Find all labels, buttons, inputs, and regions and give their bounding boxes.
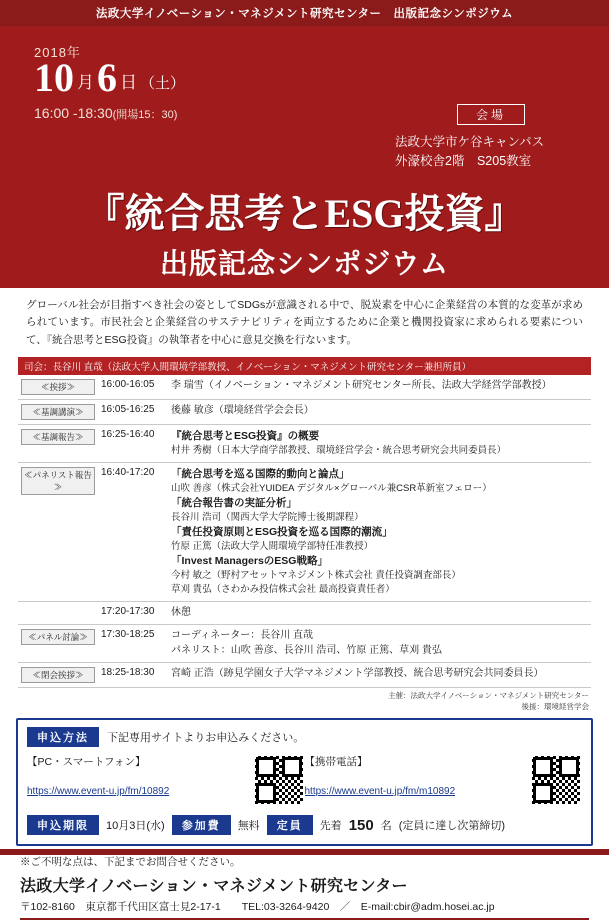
program-row-content [168, 601, 591, 625]
pc-apply-heading: 【PC・スマートフォン】 [27, 756, 146, 769]
deadline-value: 10月3日(水) [106, 820, 165, 833]
program-item-title: 「統合報告書の実証分析」 [171, 496, 297, 509]
event-day-unit: 日 [120, 73, 137, 92]
poster-title: 『統合思考とESG投資』 [84, 191, 525, 236]
program-row-tag-cell [18, 462, 98, 601]
program-section [18, 357, 591, 688]
program-item-speaker: 山吹 善彦（株式会社YUIDEA デジタル×グローバル兼CSR革新室フェロー） [171, 483, 492, 495]
venue-label: 会場 [457, 104, 525, 125]
program-row-content [168, 375, 591, 400]
venue-line-2: 外濠校舎2階 S205教室 [395, 153, 532, 168]
venue-block [395, 104, 587, 171]
program-row [18, 424, 591, 462]
poster-subtitle: 出版記念シンポジウム [159, 249, 450, 280]
program-row-tag-cell [18, 601, 98, 625]
program-row-time: 16:40-17:20 [98, 462, 168, 601]
pc-apply-link[interactable]: https://www.event-u.jp/fm/10892 [27, 786, 170, 798]
program-item-speaker: 草刈 貴弘（さわかみ投信株式会社 最高投資責任者） [171, 583, 395, 595]
program-item-title: 『統合思考とESG投資』の概要 [171, 429, 320, 442]
program-row-time: 17:20-17:30 [98, 601, 168, 625]
pc-apply-column [27, 754, 305, 806]
pc-apply-texts [27, 754, 247, 799]
program-row [18, 663, 591, 688]
application-box [16, 718, 593, 846]
mobile-apply-heading: 【携帯電話】 [304, 756, 368, 769]
program-row [18, 375, 591, 400]
program-item-speaker: 村井 秀樹（日本大学商学部教授、環境経営学会・統合思考研究会共同委員長） [171, 445, 507, 457]
program-row-tag: ≪パネリスト報告≫ [21, 467, 95, 495]
program-row-tag-cell [18, 625, 98, 663]
program-row-tag: ≪挨拶≫ [21, 379, 95, 395]
program-row-time: 16:05-16:25 [98, 399, 168, 424]
footer-section [20, 854, 589, 920]
capacity-suffix: 名 [380, 820, 392, 833]
event-open-note: (開場15：30) [112, 109, 178, 121]
bottom-banner [0, 849, 609, 855]
application-terms-row [27, 815, 582, 835]
moderator-line: 司会：長谷川 直哉（法政大学人間環境学部教授、イノベーション・マネジメント研究センター兼担所員） [18, 357, 591, 375]
event-month-number: 10 [34, 55, 74, 100]
program-item-text: パネリスト：山吹 善彦、長谷川 浩司、竹原 正篤、草刈 貴弘 [171, 644, 442, 656]
venue-line-1: 法政大学市ケ谷キャンパス [395, 135, 545, 149]
program-row-time: 17:30-18:25 [98, 625, 168, 663]
program-row-time: 16:25-16:40 [98, 424, 168, 462]
program-table [18, 375, 591, 688]
event-year: 2018年 [34, 45, 81, 60]
capacity-note: (定員に達し次第締切) [398, 820, 506, 833]
fee-label: 参加費 [172, 815, 231, 835]
mobile-apply-column [305, 754, 583, 806]
program-row [18, 625, 591, 663]
program-row-tag: ≪基調講演≫ [21, 404, 95, 420]
apply-method-note: 下記専用サイトよりお申込みください。 [107, 732, 305, 745]
qr-row [27, 754, 582, 806]
event-date-block [34, 42, 185, 122]
program-row-tag-cell [18, 663, 98, 688]
program-row-content [168, 399, 591, 424]
credit-line-1: 主催：法政大学イノベーション・マネジメント研究センター [388, 691, 589, 701]
mobile-apply-link[interactable]: https://www.event-u.jp/fm/m10892 [304, 786, 456, 798]
mobile-apply-texts [305, 754, 525, 799]
application-header-row [27, 727, 582, 747]
event-time: 16:00 -18:30 [34, 105, 113, 121]
event-month-unit: 月 [77, 73, 94, 92]
program-row-tag: ≪閉会挨拶≫ [21, 667, 95, 683]
program-item-title: 「責任投資原則とESG投資を巡る国際的潮流」 [171, 525, 393, 538]
program-row-tag: ≪パネル討論≫ [21, 629, 95, 645]
program-row-tag-cell [18, 375, 98, 400]
event-day-number: 6 [97, 55, 117, 100]
credit-line-2: 後援：環境経営学会 [521, 701, 589, 711]
hero-section [0, 26, 609, 288]
program-row-tag-cell [18, 399, 98, 424]
program-item-speaker: 長谷川 浩司（関西大学大学院博士後期課程） [171, 512, 364, 524]
apply-method-label: 申込方法 [27, 727, 99, 747]
program-row-content [168, 462, 591, 601]
credit-block [0, 691, 589, 712]
program-item-text: 宮崎 正浩（跡見学園女子大学マネジメント学部教授、統合思考研究会共同委員長） [171, 668, 544, 680]
event-time-line [34, 105, 185, 122]
top-banner-text: 法政大学イノベーション・マネジメント研究センター 出版記念シンポジウム [95, 8, 514, 20]
program-item-speaker: 今村 敏之（野村アセットマネジメント株式会社 責任投資調査部長） [171, 570, 461, 582]
mobile-qr-code-icon[interactable] [530, 754, 582, 806]
program-row [18, 399, 591, 424]
deadline-label: 申込期限 [27, 815, 99, 835]
footer-address: 〒102-8160 東京都千代田区富士見2-17-1 TEL:03-3264-9420 ／ E-mail:cbir@adm.hosei.ac.jp [20, 901, 495, 914]
event-day-of-week: （土） [140, 75, 186, 92]
capacity-label: 定員 [267, 815, 313, 835]
program-item-text: 後藤 敏彦（環境経営学会会長） [171, 404, 314, 416]
program-item-speaker: 竹原 正篤（法政大学人間環境学部特任准教授） [171, 541, 374, 553]
footer-note: ※ご不明な点は、下記までお問合せください。 [20, 856, 241, 869]
fee-value: 無料 [237, 820, 260, 833]
capacity-prefix: 先着 [319, 820, 342, 833]
program-row-time: 16:00-16:05 [98, 375, 168, 400]
capacity-number: 150 [348, 816, 374, 834]
program-row-tag: ≪基調報告≫ [21, 429, 95, 445]
footer-organization: 法政大学イノベーション・マネジメント研究センター [20, 878, 408, 896]
program-item-text: 休憩 [171, 606, 191, 618]
program-item-text: コーディネーター：長谷川 直哉 [171, 630, 313, 642]
pc-qr-code-icon[interactable] [253, 754, 305, 806]
program-row-content [168, 424, 591, 462]
program-item-text: 李 瑞雪（イノベーション・マネジメント研究センター所長、法政大学経営学部教授） [171, 379, 552, 391]
program-row [18, 462, 591, 601]
program-item-title: 「統合思考を巡る国際的動向と論点」 [171, 467, 350, 480]
program-row-content [168, 663, 591, 688]
program-row-content [168, 625, 591, 663]
program-row-tag-cell [18, 424, 98, 462]
program-row-time: 18:25-18:30 [98, 663, 168, 688]
abstract-text: グローバル社会が目指すべき社会の姿としてSDGsが意識される中で、脱炭素を中心に企業経営の本質的な変革が求められています。市民社会と企業経営のサステナビリティを両立するために企業と機関投資家に求められる要素について、『統合思考とESG投資』の執筆者を中心に意見交換を行ないます。 [26, 299, 583, 346]
program-table-body [18, 375, 591, 688]
top-banner [0, 0, 609, 26]
program-row [18, 601, 591, 625]
program-item-title: 「Invest ManagersのESG戦略」 [171, 554, 328, 567]
event-date-line [34, 55, 186, 100]
